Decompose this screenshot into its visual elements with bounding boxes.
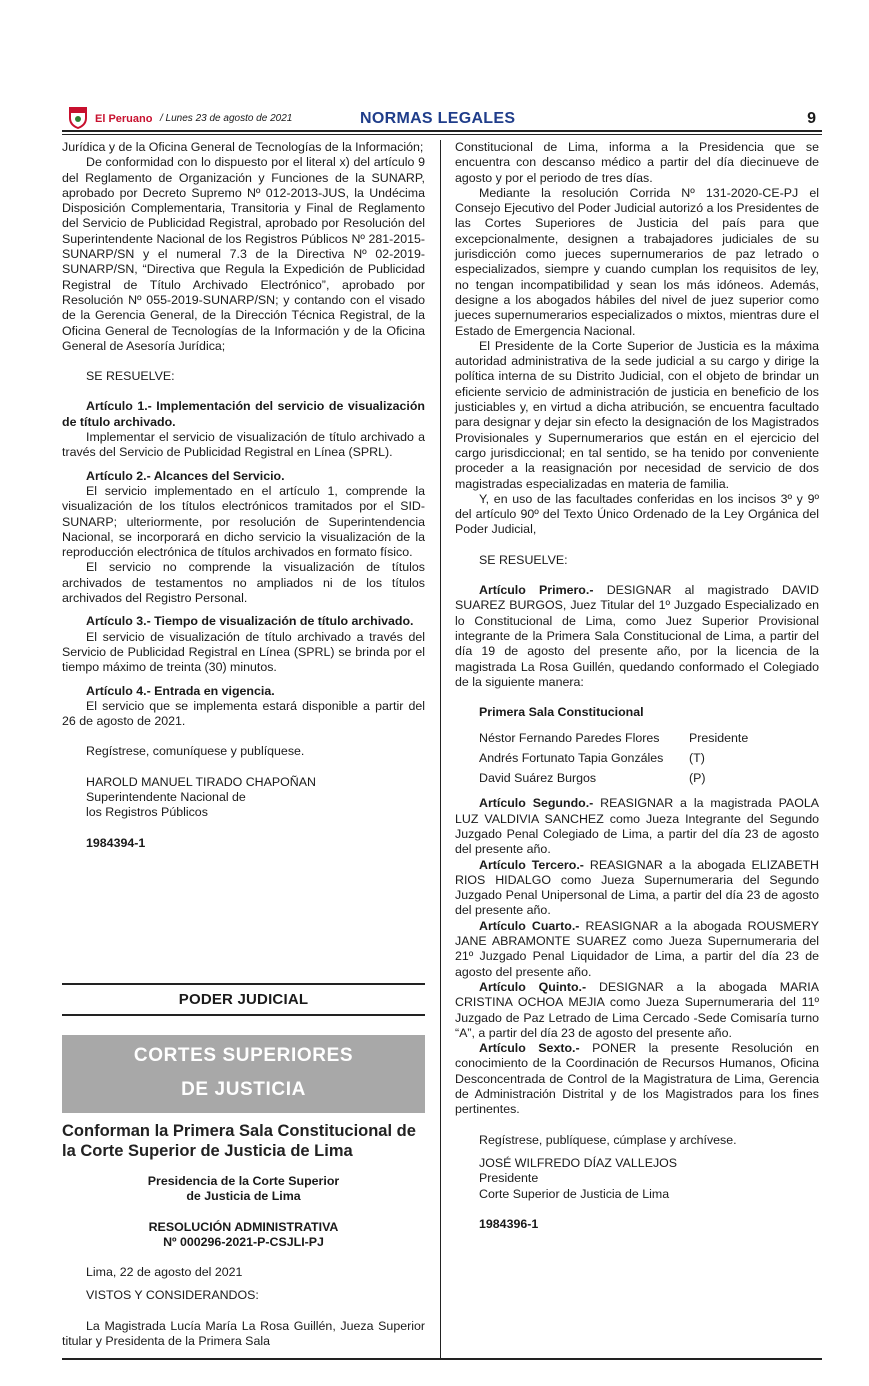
article-title: Artículo Primero.- <box>479 583 594 598</box>
considerations-heading: VISTOS Y CONSIDERANDOS: <box>86 1288 259 1303</box>
signature-role: Presidente <box>479 1171 539 1186</box>
header-rule <box>62 130 822 132</box>
article-title: Artículo 4.- Entrada en vigencia. <box>86 683 275 698</box>
article-title: Artículo 2.- Alcances del Servicio. <box>86 468 285 483</box>
paragraph: Implementar el servicio de visualización de título archivado a través del Servicio de Publicidad Registral en Línea (SPRL). <box>62 430 425 460</box>
article-text: DESIGNAR a la abogada MARIA CRISTINA OCHOA MEJIA como Jueza Supernumeraria del 11º Juzgado de Paz Letrado de Lima Cercado -Sede Comisaría turno “A”, a partir del día 23 de agosto del presente año. <box>455 979 819 1040</box>
article-title: Artículo Tercero.- <box>479 857 584 872</box>
resolution-title: RESOLUCIÓN ADMINISTRATIVA <box>148 1219 339 1234</box>
member-row: Andrés Fortunato Tapia Gonzáles (T) <box>479 750 705 765</box>
section-heading: PODER JUDICIAL <box>178 991 309 1008</box>
coat-of-arms-icon <box>66 105 90 129</box>
article-title: Artículo 1.- Implementación del servicio de visualización de título archivado. <box>62 399 425 429</box>
resolves-heading: SE RESUELVE: <box>479 552 568 567</box>
article-title: Artículo Cuarto.- <box>479 918 580 933</box>
header-rule-thin <box>62 134 822 135</box>
article-text: PONER la presente Resolución en conocimiento de la Coordinación de Recursos Humanos, Oficina Desconcentrada de Control de la Magistratura de Lima, Gerencia de Administración Distrital y de los Magistrados para los fines pertinentes. <box>455 1041 819 1117</box>
article-text: REASIGNAR a la abogada ROUSMERY JANE ABRAMONTE SUAREZ como Jueza Supernumeraria del 21º Juzgado Penal Liquidador de Lima, a partir del día 23 de agosto del presente año. <box>455 918 820 979</box>
resolves-heading: SE RESUELVE: <box>86 369 175 384</box>
paragraph: El Presidente de la Corte Superior de Justicia es la máxima autoridad administrativa de la sede judicial a su cargo y dirige la política interna de su Distrito Judicial, con el objeto de brindar un eficiente servicio de administración de justicia en beneficio de los justiciables y, en virtud a dicha atribución, se encuentra facultado para designar y dejar sin efecto la designación de los Magistrados Provisionales y Supernumerarios que están en el ejercicio del cargo jurisdiccional; en tal sentido, se ha tenido por conveniente proceder a la reasignación por necesidad de servicio de dos magistradas especializadas en materia de familia. <box>455 338 819 491</box>
paragraph: Constitucional de Lima, informa a la Presidencia que se encuentra con descanso médico a partir del día diecinueve de agosto y por el periodo de tres días. <box>455 140 819 185</box>
publication-code: 1984396-1 <box>479 1216 539 1231</box>
signature-role: Corte Superior de Justicia de Lima <box>479 1186 670 1201</box>
page-number: 9 <box>807 110 816 127</box>
issuer-line: de Justicia de Lima <box>186 1189 301 1204</box>
section-title: NORMAS LEGALES <box>360 110 516 127</box>
article-title: Artículo Segundo.- <box>479 796 594 811</box>
chamber-members <box>455 728 819 788</box>
column-divider <box>440 140 441 1358</box>
resolution-number: Nº 000296-2021-P-CSJLI-PJ <box>163 1234 324 1249</box>
publication-code: 1984394-1 <box>86 835 146 850</box>
chamber-title: Primera Sala Constitucional <box>479 705 644 720</box>
footer-rule <box>62 1358 822 1360</box>
issue-date: / Lunes 23 de agosto de 2021 <box>160 113 293 124</box>
page-header <box>62 103 822 133</box>
article-text: REASIGNAR a la magistrada PAOLA LUZ VALDIVIA SANCHEZ como Jueza Integrante del Segundo Juzgado Penal Colegiado de Lima, a partir del día 23 de agosto del presente año. <box>455 796 819 857</box>
paragraph: El servicio de visualización de título archivado a través del Servicio de Publicidad Registral en Línea (SPRL) se brinda por el tiempo máximo de treinta (30) minutos. <box>62 629 425 675</box>
paragraph: El servicio no comprende la visualización de títulos archivados de testamentos no ampliados ni de los títulos archivados del Registro Personal. <box>62 560 425 606</box>
signature-name: HAROLD MANUEL TIRADO CHAPOÑAN <box>86 774 316 789</box>
signature-role: los Registros Públicos <box>86 805 208 820</box>
issuer-line: Presidencia de la Corte Superior <box>147 1174 340 1188</box>
member-row: Néstor Fernando Paredes Flores Presidente <box>479 730 749 745</box>
article-title: Artículo Sexto.- <box>479 1041 580 1056</box>
banner-line: DE JUSTICIA <box>181 1079 306 1100</box>
article-title: Artículo 3.- Tiempo de visualización de título archivado. <box>86 614 414 629</box>
signature-role: Superintendente Nacional de <box>86 789 246 804</box>
paragraph: El servicio que se implementa estará disponible a partir del 26 de agosto de 2021. <box>62 698 425 729</box>
paragraph: El servicio implementado en el artículo 1, comprende la visualización de los títulos electrónicos tramitados por el SID-SUNARP; ulteriormente, por resolución de Superintendencia Nacional, se incorporará en dicho servicio la visualización de la reproducción electrónica de títulos archivados en formato físico. <box>62 483 425 560</box>
section-heading-block <box>62 983 425 1016</box>
right-column <box>455 140 819 1232</box>
category-banner <box>62 1035 425 1113</box>
paragraph: Jurídica y de la Oficina General de Tecnologías de la Información; <box>62 140 424 154</box>
banner-line: CORTES SUPERIORES <box>133 1045 354 1066</box>
paragraph: Y, en uso de las facultades conferidas en los incisos 3º y 9º del artículo 90º del Texto Único Ordenado de la Ley Orgánica del Poder Judicial, <box>455 491 819 537</box>
place-date: Lima, 22 de agosto del 2021 <box>86 1265 243 1280</box>
article-headline: Conforman la Primera Sala Constitucional de la Corte Superior de Justicia de Lima <box>62 1122 416 1160</box>
article-text: DESIGNAR al magistrado DAVID SUAREZ BURGOS, Juez Titular del 1º Juzgado Especializado en lo Constitucional de Lima, como Juez Superior Provisional integrante de la Primera Sala Constitucional de Lima, a partir del día 19 de agosto del presente año, por la licencia de la magistrada La Rosa Guillén, quedando conformado el Colegiado de la siguiente manera: <box>455 583 820 689</box>
paragraph: De conformidad con lo dispuesto por el literal x) del artículo 9 del Reglamento de Organización y Funciones de la SUNARP, aprobado por Decreto Supremo Nº 012-2013-JUS, la Undécima Disposición Complementaria, Transitoria y Final de Reglamento del Servicio de Publicidad Registral, aprobado por Resolución del Superintendente Nacional de los Registros Públicos Nº 281-2015- SUNARP/SN y el numeral 7.3 de la Directiva Nº 02-2019-SUNARP/SN, “Directiva que Regula la Expedición de Publicidad Registral de Título Archivado Electrónico”, aprobado por Resolución Nº 055-2019-SUNARP/SN; y contando con el visado de la Gerencia General, de la Dirección Técnica Registral, de la Oficina General de Tecnologías de la Información y de la Oficina General de Asesoría Jurídica; <box>62 155 425 353</box>
newspaper-brand: El Peruano <box>95 113 153 125</box>
paragraph: La Magistrada Lucía María La Rosa Guillén, Jueza Superior titular y Presidenta de la Primera Sala <box>62 1318 425 1349</box>
member-row: David Suárez Burgos (P) <box>479 770 706 785</box>
signature-name: JOSÉ WILFREDO DÍAZ VALLEJOS <box>479 1155 678 1170</box>
left-column <box>62 140 425 851</box>
left-column-lower <box>62 1174 425 1349</box>
article-text: REASIGNAR a la abogada ELIZABETH RIOS HIDALGO como Jueza Supernumeraria del Segundo Juzgado Penal Unipersonal de Lima, a partir del día 23 de agosto del presente año. <box>455 857 819 918</box>
article-title: Artículo Quinto.- <box>479 979 587 994</box>
closing-formula: Regístrese, publíquese, cúmplase y archívese. <box>479 1132 737 1147</box>
paragraph: Mediante la resolución Corrida Nº 131-2020-CE-PJ el Consejo Ejecutivo del Poder Judicial autorizó a los Presidentes de las Cortes Superiores de Justicia del país para que excepcionalmente, designen a trabajadores judiciales de su jurisdicción como jueces supernumerarios de paz letrado o especializados, siempre y cuando cumplan los requisitos de ley, no tengan incompatibilidad y sean los más idóneos. Además, designe a los abogados hábiles del nivel de juez superior como jueces supernumerarios especializados o mixtos, mientras dure el Estado de Emergencia Nacional. <box>455 185 819 338</box>
closing-formula: Regístrese, comuníquese y publíquese. <box>86 744 305 759</box>
